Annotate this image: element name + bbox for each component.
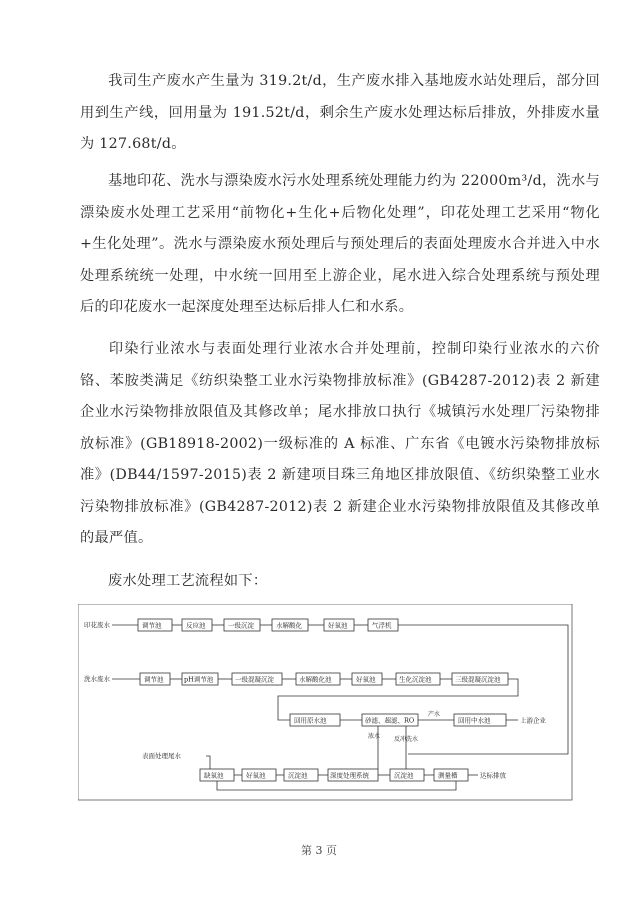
paragraph-text: 印染行业浓水与表面处理行业浓水合并处理前，控制印染行业浓水的六价铬、苯胺类满足《纺织染整工业水污染物排放标准》(GB4287-2012)表 2 新建企业水污染物排放限值及其修改单；尾水排放口执行《城镇污水处理厂污染物排放标准》(GB18918-2002)一级标准的 A 标准、广东省《电镀水污染物排放标准》(DB44/1597-2015)表 2 新建项目珠三角地区排放限值、《纺织染整工业水污染物排放标准》(GB4287-2012)表 2 新建企业水污染物排放限值及其修改单的最严值。 <box>80 341 600 546</box>
process-label: 三级混凝沉淀池 <box>455 675 501 684</box>
process-label: 水解酸化 <box>276 621 302 630</box>
process-label: 调节池 <box>144 675 164 684</box>
input-label: 洗水废水 <box>84 675 110 683</box>
process-label: 一级沉淀 <box>228 621 254 630</box>
process-label: 回用原水池 <box>294 716 327 725</box>
process-label: 沉淀池 <box>288 771 308 780</box>
process-label: 生化沉淀池 <box>399 675 432 684</box>
process-label: 测量槽 <box>438 771 458 780</box>
process-label: 反应池 <box>186 621 206 630</box>
process-flow-diagram <box>78 604 578 804</box>
process-label: 回用中水池 <box>458 716 491 725</box>
process-label: 水解酸化池 <box>299 675 332 684</box>
process-label: 调节池 <box>142 621 162 630</box>
process-label: 缺氧池 <box>204 771 224 780</box>
backwash-label: 反冲洗水 <box>394 736 419 743</box>
process-label: 好氧池 <box>356 675 376 684</box>
process-label: 深度处理系统 <box>330 771 369 780</box>
paragraph-discharge-standards <box>80 334 600 555</box>
paragraph-wastewater-volume <box>80 66 600 161</box>
output-label: 上游企业 <box>520 716 546 725</box>
process-label: 好氧池 <box>246 771 266 780</box>
process-label: pH调节池 <box>184 675 214 684</box>
paragraph-text: 基地印花、洗水与漂染废水污水处理系统处理能力约为 22000m³/d，洗水与漂染废水处理工艺采用“前物化+生化+后物化处理”，印花处理工艺采用“物化+生化处理”。洗水与漂染废水预处理后与预处理后的表面处理废水合并进入中水处理系统统一处理，中水统一回用至上游企业，尾水进入综合处理系统与预处理后的印花废水一起深度处理至达标后排人仁和水系。 <box>80 173 600 315</box>
process-label: 好氧池 <box>328 621 348 630</box>
process-label: 砂滤、超滤、RO <box>365 716 415 725</box>
paragraph-text: 废水处理工艺流程如下： <box>108 573 268 589</box>
paragraph-flow-intro <box>80 566 600 598</box>
product-water-label: 产水 <box>428 711 441 718</box>
concentrate-label: 浓水 <box>368 733 381 740</box>
process-label: 气浮机 <box>372 621 392 630</box>
output-label: 达标排放 <box>480 771 506 780</box>
paragraph-treatment-capacity <box>80 166 600 324</box>
input-label: 印花废水 <box>84 621 110 629</box>
page-number: 第 3 页 <box>301 844 337 857</box>
input-label: 表面处理尾水 <box>142 752 181 760</box>
paragraph-text: 我司生产废水产生量为 319.2t/d，生产废水排入基地废水站处理后，部分回用到生产线，回用量为 191.52t/d，剩余生产废水处理达标后排放，外排废水量为 127.68t/d。 <box>80 73 600 152</box>
process-label: 沉淀池 <box>394 771 414 780</box>
process-label: 一级混凝沉淀 <box>235 675 274 684</box>
